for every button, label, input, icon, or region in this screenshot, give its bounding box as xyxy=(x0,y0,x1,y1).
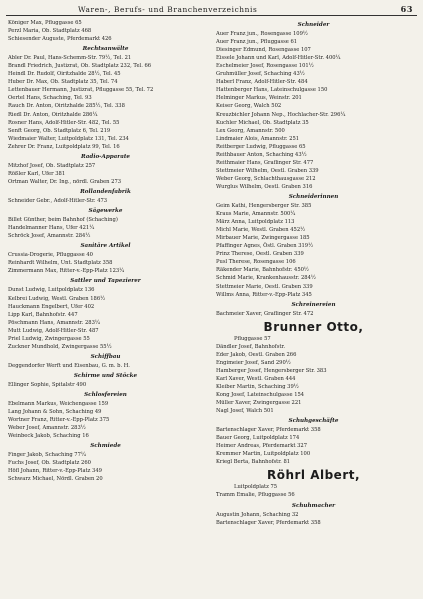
directory-entry: Reithbauer Anton, Schaching 43½ xyxy=(216,151,307,158)
directory-entry: Fuchs Josef, Ob. Stadtplatz 260 xyxy=(8,460,91,467)
directory-entry: Hauckmann Engelbert, Ufer 402 xyxy=(8,303,95,310)
directory-entry: Kleiber Martin, Schaching 39½ xyxy=(216,383,299,390)
directory-entry: Prinz Therese, Oestl. Graben 339 xyxy=(216,251,304,258)
directory-entry: Hamberger Josef, Hengersberger Str. 383 xyxy=(216,367,327,374)
directory-entry: Eissele Johann und Karl, Adolf-Hitler-Str. 400¼ xyxy=(216,55,341,62)
advertisement-name: Röhrl Albert, xyxy=(266,468,361,483)
directory-entry: Lex Georg, Amannstr. 500 xyxy=(216,127,285,134)
directory-entry: Schwarz Michael, Nördl. Graben 20 xyxy=(8,476,103,483)
directory-entry: Kuchler Michael, Ob. Stadtplatz 35 xyxy=(216,119,309,126)
directory-entry: Schröck Josef, Amannstr. 284½ xyxy=(8,233,91,240)
directory-entry: Rosner Hans, Adolf-Hitler-Str. 482, Tel. 55 xyxy=(8,119,120,126)
directory-entry: Willms Anna, Ritter-v.-Epp-Platz 345 xyxy=(216,291,312,298)
directory-entry: Pöschmann Hans, Amannstr. 283¼ xyxy=(8,319,100,326)
left-column xyxy=(8,19,203,484)
section-heading: Schneider xyxy=(297,22,330,28)
directory-entry: Augustin Johann, Schaching 32 xyxy=(216,511,299,518)
directory-entry: Zehrer Dr. Franz, Luitpoldplatz 99, Tel. 16 xyxy=(8,143,120,150)
directory-entry: Tramm Emalie, Pfluggasse 56 xyxy=(216,492,295,499)
directory-entry: Michl Marie, Westl. Graben 452½ xyxy=(216,227,306,234)
section-heading: Schmiede xyxy=(90,443,121,450)
directory-entry: Bartenschlager Xaver, Pferdemarkt 358 xyxy=(216,519,321,526)
directory-entry: Nagl Josef, Walch 501 xyxy=(216,408,274,415)
advertisement-address: Pfluggasse 57 xyxy=(234,335,271,342)
section-heading: Sägewerke xyxy=(88,208,123,215)
directory-entry: Bartenschlager Xaver, Pferdemarkt 358 xyxy=(216,427,321,434)
directory-entry: Auer Franz jun., Pfluggasse 61 xyxy=(216,39,298,46)
section-heading: Schuhmacher xyxy=(291,502,336,509)
directory-entry: Oertel Hans, Schaching, Tel. 93 xyxy=(8,95,92,102)
directory-entry: Dändler Josef, Bahnhofstr. xyxy=(216,343,286,350)
directory-entry: Deggendorfer Werft und Eisenbau, G. m. b. H. xyxy=(8,362,130,369)
directory-entry: Kelbrei Ludwig, Westl. Graben 186½ xyxy=(8,295,106,302)
directory-entry: Dunst Ludwig, Luitpoldplatz 136 xyxy=(8,287,95,294)
section-heading: Schirme und Stöcke xyxy=(73,372,138,379)
directory-entry: Lettenbauer Hermann, Justizrat, Pfluggasse 55, Tel. 72 xyxy=(8,87,154,94)
directory-entry: Keiser Georg, Walch 502 xyxy=(216,103,282,110)
directory-entry: Hattenberger Hans, Lateinschulgasse 150 xyxy=(216,87,328,94)
directory-entry: Reinhardt Wilhelm, Unt. Stadtplatz 358 xyxy=(8,260,113,267)
directory-entry: Engimeier Josef, Sand 290½ xyxy=(216,359,291,366)
directory-entry: Huber Dr. Max, Ob. Stadtplatz 35, Tel. 74 xyxy=(8,79,118,86)
section-heading: Schreinereien xyxy=(291,301,336,308)
directory-entry: Riedl Dr. Anton, Oiritzhalde 286¼ xyxy=(8,111,98,118)
directory-entry: Ortman Walter, Dr. Ing., nördl. Graben 273 xyxy=(8,178,122,185)
directory-entry: Lang Johann & Sohn, Schaching 49 xyxy=(8,409,102,416)
directory-entry: Karl Xaver, Westl. Graben 444 xyxy=(216,375,296,382)
section-heading: Schneiderinnen xyxy=(288,193,339,200)
section-heading: Sattler und Tapezierer xyxy=(70,278,141,285)
advertisement-name: Brunner Otto, xyxy=(263,319,364,334)
directory-entry: Stettmeier Marie, Oestl. Graben 339 xyxy=(216,283,313,290)
directory-entry: Haberl Franz, Adolf-Hitler-Str. 484 xyxy=(216,79,308,86)
directory-entry: Priel Ludwig, Zwingergasse 55 xyxy=(8,335,90,342)
directory-entry: Abler Dr. Paul, Hans-Schemm-Str. 79½, Tel. 21 xyxy=(8,55,132,62)
section-heading: Sanitäre Artikel xyxy=(80,243,131,250)
directory-entry: Kraus Marie, Amannstr. 500¼ xyxy=(216,211,296,218)
directory-entry: Crussia-Drogerie, Pfluggasse 40 xyxy=(8,252,93,259)
advertisement-address: Luitpoldplatz 75 xyxy=(234,484,278,491)
directory-entry: Räkender Marie, Bahnhofstr. 450½ xyxy=(216,267,309,274)
directory-entry: Eder Jakob, Oestl. Graben 266 xyxy=(216,351,297,358)
directory-entry: Wortner Franz, Ritter-v.-Epp-Platz 375 xyxy=(8,417,110,424)
directory-entry: Weber Georg, Schlachthausgasse 212 xyxy=(216,175,316,182)
directory-entry: Geim Kathi, Hengersberger Str. 385 xyxy=(216,203,312,210)
directory-entry: Heimer Andreas, Pferdemarkt 327 xyxy=(216,443,308,450)
directory-entry: Schiesender Auguste, Pferdemarkt 426 xyxy=(8,36,112,43)
directory-entry: Brandl Friedrich, Justizrat, Ob. Stadtplatz 232, Tel. 66 xyxy=(8,63,152,70)
directory-entry: Heindl Dr. Rudolf, Oiritzhalde 28½, Tel. 45 xyxy=(8,71,121,78)
right-column xyxy=(216,19,411,527)
directory-entry: Wiedmaier Walter, Luitpoldplatz 131, Tel. 234 xyxy=(8,135,129,142)
directory-entry: Kriegl Berta, Bahnhofstr. 81 xyxy=(216,459,291,466)
directory-entry: Eschelmeier Josef, Rosengasse 101½ xyxy=(216,63,314,70)
directory-entry: Schneider Gebr., Adolf-Hitler-Str. 473 xyxy=(8,197,108,204)
directory-entry: Pfaffinger Agnes, Östl. Graben 319½ xyxy=(216,243,314,250)
directory-entry: Zimmermann Max, Ritter-v.-Epp-Platz 123¼ xyxy=(8,268,125,275)
directory-entry: Diesinger Edmund, Rosengasse 107 xyxy=(216,47,311,54)
directory-entry: Auer Franz jun., Rosengasse 109½ xyxy=(216,31,308,38)
directory-entry: Kremmer Martin, Luitpoldplatz 100 xyxy=(216,451,311,458)
directory-entry: Müller Xaver, Zwingergasse 221 xyxy=(216,400,302,407)
header-rule xyxy=(6,15,417,16)
directory-entry: Mitzhof Josef, Ob. Stadtplatz 257 xyxy=(8,162,96,169)
directory-entry: Rößler Karl, Ufer 381 xyxy=(8,170,66,177)
directory-entry: Kong Josef, Lateinschulgasse 154 xyxy=(216,392,305,399)
section-heading: Schuhgeschäfte xyxy=(288,418,339,425)
directory-entry: Billet Günther, beim Bahnhof (Schaching) xyxy=(8,217,118,224)
directory-entry: Handelmanner Hans, Ufer 421¼ xyxy=(8,225,95,232)
section-heading: Schiffbau xyxy=(90,353,121,360)
page-number: 63 xyxy=(400,4,413,14)
directory-entry: Ebelmann Markus, Weichengasse 159 xyxy=(8,401,109,408)
directory-entry: Bauer Georg, Luitpoldplatz 174 xyxy=(216,435,300,442)
directory-entry: Höfl Johann, Ritter-v.-Epp-Platz 349 xyxy=(8,468,102,475)
directory-entry: Königer Max, Pfluggasse 65 xyxy=(8,20,82,26)
section-heading: Schlosfereien xyxy=(84,392,127,399)
directory-entry: Pusl Therese, Rosengasse 106 xyxy=(216,259,296,266)
directory-entry: Kreuzbichler Johann Nep., Hochlacher-Str. 296¼ xyxy=(216,111,346,118)
directory-entry: Bachmeier Xaver, Graflinger Str. 472 xyxy=(216,310,314,317)
directory-entry: Zuckner Mundhold, Zwingergasse 55½ xyxy=(8,343,112,350)
directory-entry: Reithmaier Hans, Graflinger Str. 477 xyxy=(216,159,314,166)
directory-entry: Weinbeck Jakob, Schaching 16 xyxy=(8,433,89,440)
directory-entry: Helminger Markus, Weinstr. 201 xyxy=(216,95,302,102)
directory-entry: Lindmaier Alois, Amannstr. 251 xyxy=(216,135,300,142)
directory-entry: Reitberger Ludwig, Pfluggasse 65 xyxy=(216,143,306,150)
directory-entry: Stettmeier Wilhelm, Oestl. Graben 339 xyxy=(216,167,319,174)
directory-entry: Perzl Maria, Ob. Stadtplatz 468 xyxy=(8,28,92,35)
directory-entry: Finger Jakob, Schaching 77¼ xyxy=(8,452,86,459)
directory-entry: März Anna, Luitpoldplatz 113 xyxy=(216,219,295,226)
header-title: Waren-, Berufs- und Branchenverzeichnis xyxy=(78,5,258,14)
section-heading: Radio-Apparate xyxy=(81,153,130,160)
directory-entry: Senft Georg, Ob. Stadtplatz 6, Tel. 219 xyxy=(8,127,111,134)
section-heading: Rechtsanwälte xyxy=(82,46,129,53)
section-heading: Rollandenfabrik xyxy=(80,188,131,195)
directory-entry: Wurglus Wilhelm, Oestl. Graben 316 xyxy=(216,183,313,190)
directory-entry: Ellinger Sophie, Spitalstr 490 xyxy=(8,381,87,388)
directory-entry: Lipp Karl, Bahnhofstr. 447 xyxy=(8,311,78,318)
directory-entry: Gruhmüller Josef, Schaching 43½ xyxy=(216,71,305,78)
directory-entry: Schmid Marie, Krankenhausstr. 284½ xyxy=(216,275,316,282)
directory-entry: Rauch Dr. Anton, Oiritzhalde 285½, Tel. 338 xyxy=(8,103,125,110)
directory-entry: Weber Josef, Amannstr. 283½ xyxy=(8,425,86,432)
directory-entry: Mirbauer Marie, Zwingergasse 185 xyxy=(216,235,310,242)
directory-entry: Mutt Ludwig, Adolf-Hitler-Str. 487 xyxy=(8,327,99,334)
